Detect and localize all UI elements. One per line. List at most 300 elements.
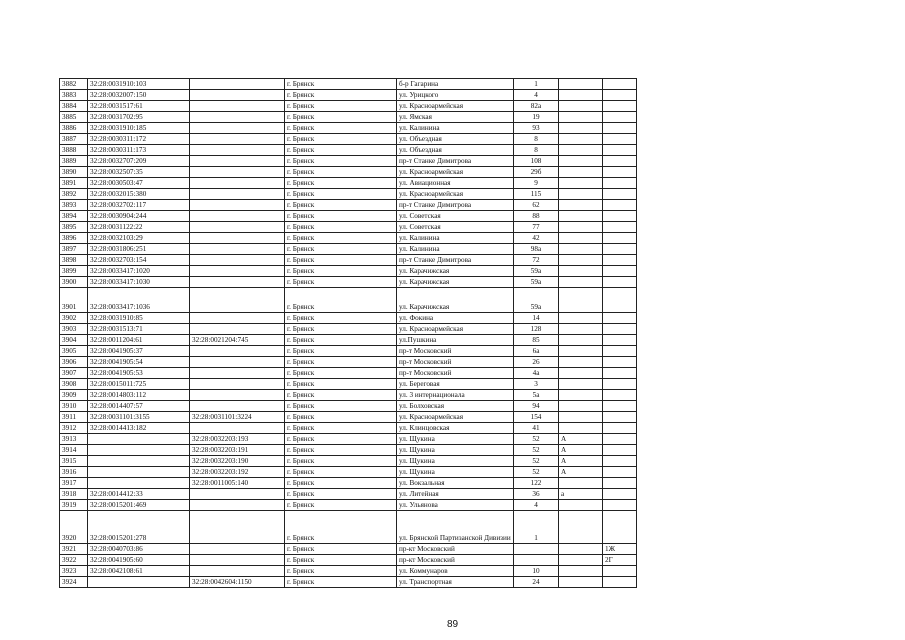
table-row bbox=[60, 379, 637, 390]
row-number-cell: 3919 bbox=[60, 500, 88, 511]
row-number-cell: 3892 bbox=[60, 189, 88, 200]
cadastral-number-cell: 32:28:0015201:469 bbox=[88, 500, 190, 511]
street-cell: ул. Советская bbox=[397, 211, 514, 222]
table-row bbox=[60, 200, 637, 211]
street-cell: ул. Брянской Партизанской Дивизии bbox=[397, 511, 514, 544]
city-cell: г. Брянск bbox=[285, 555, 397, 566]
cadastral-number-cell: 32:28:0033417:1036 bbox=[88, 288, 190, 313]
building-cell bbox=[603, 145, 637, 156]
street-cell: ул. Ямская bbox=[397, 112, 514, 123]
city-cell: г. Брянск bbox=[285, 357, 397, 368]
building-cell bbox=[603, 357, 637, 368]
house-number-cell: 3 bbox=[514, 379, 559, 390]
linked-cadastral-number-cell bbox=[190, 178, 285, 189]
row-number-cell: 3896 bbox=[60, 233, 88, 244]
letter-cell bbox=[559, 90, 603, 101]
table-row bbox=[60, 313, 637, 324]
house-number-cell: 93 bbox=[514, 123, 559, 134]
street-cell: ул. Вокзальная bbox=[397, 478, 514, 489]
building-cell bbox=[603, 577, 637, 588]
row-number-cell: 3894 bbox=[60, 211, 88, 222]
building-cell bbox=[603, 489, 637, 500]
street-cell: ул. Советская bbox=[397, 222, 514, 233]
letter-cell bbox=[559, 79, 603, 90]
street-cell: пр-т Станке Димитрова bbox=[397, 156, 514, 167]
building-cell bbox=[603, 255, 637, 266]
table-row bbox=[60, 189, 637, 200]
row-number-cell: 3888 bbox=[60, 145, 88, 156]
cadastral-number-cell: 32:28:0030904:244 bbox=[88, 211, 190, 222]
city-cell: г. Брянск bbox=[285, 566, 397, 577]
street-cell: ул. Клинцовская bbox=[397, 423, 514, 434]
linked-cadastral-number-cell: 32:28:0032203:192 bbox=[190, 467, 285, 478]
street-cell: ул. Объездная bbox=[397, 134, 514, 145]
city-cell: г. Брянск bbox=[285, 134, 397, 145]
building-cell bbox=[603, 324, 637, 335]
letter-cell bbox=[559, 134, 603, 145]
building-cell bbox=[603, 277, 637, 288]
house-number-cell: 98а bbox=[514, 244, 559, 255]
house-number-cell: 59а bbox=[514, 266, 559, 277]
cadastral-number-cell: 32:28:0015201:278 bbox=[88, 511, 190, 544]
street-cell: ул. Фокина bbox=[397, 313, 514, 324]
row-number-cell: 3886 bbox=[60, 123, 88, 134]
street-cell: ул. Красноармейская bbox=[397, 324, 514, 335]
street-cell: б-р Гагарина bbox=[397, 79, 514, 90]
letter-cell: А bbox=[559, 467, 603, 478]
cadastral-number-cell: 32:28:0042108:61 bbox=[88, 566, 190, 577]
building-cell bbox=[603, 313, 637, 324]
linked-cadastral-number-cell bbox=[190, 566, 285, 577]
linked-cadastral-number-cell bbox=[190, 90, 285, 101]
house-number-cell: 59а bbox=[514, 277, 559, 288]
cadastral-number-cell: 32:28:0030311:173 bbox=[88, 145, 190, 156]
table-body bbox=[60, 79, 637, 588]
cadastral-number-cell: 32:28:0041905:37 bbox=[88, 346, 190, 357]
table-row bbox=[60, 101, 637, 112]
linked-cadastral-number-cell bbox=[190, 134, 285, 145]
table-row bbox=[60, 255, 637, 266]
letter-cell: А bbox=[559, 445, 603, 456]
table-row bbox=[60, 123, 637, 134]
table-row bbox=[60, 456, 637, 467]
city-cell: г. Брянск bbox=[285, 368, 397, 379]
linked-cadastral-number-cell bbox=[190, 368, 285, 379]
cadastral-number-cell: 32:28:0014412:33 bbox=[88, 489, 190, 500]
row-number-cell: 3900 bbox=[60, 277, 88, 288]
city-cell: г. Брянск bbox=[285, 445, 397, 456]
cadastral-number-cell: 32:28:0033417:1030 bbox=[88, 277, 190, 288]
row-number-cell: 3895 bbox=[60, 222, 88, 233]
street-cell: ул. Карачижская bbox=[397, 266, 514, 277]
city-cell: г. Брянск bbox=[285, 346, 397, 357]
city-cell: г. Брянск bbox=[285, 123, 397, 134]
table-row bbox=[60, 288, 637, 313]
city-cell: г. Брянск bbox=[285, 379, 397, 390]
street-cell: пр-кт Московский bbox=[397, 544, 514, 555]
street-cell: ул. Красноармейская bbox=[397, 412, 514, 423]
linked-cadastral-number-cell bbox=[190, 145, 285, 156]
house-number-cell: 29б bbox=[514, 167, 559, 178]
building-cell bbox=[603, 423, 637, 434]
linked-cadastral-number-cell bbox=[190, 167, 285, 178]
linked-cadastral-number-cell bbox=[190, 555, 285, 566]
cadastral-number-cell: 32:28:0031806:251 bbox=[88, 244, 190, 255]
cadastral-number-cell: 32:28:0030311:172 bbox=[88, 134, 190, 145]
house-number-cell: 122 bbox=[514, 478, 559, 489]
letter-cell bbox=[559, 156, 603, 167]
city-cell: г. Брянск bbox=[285, 189, 397, 200]
table-row bbox=[60, 335, 637, 346]
building-cell bbox=[603, 368, 637, 379]
letter-cell bbox=[559, 555, 603, 566]
table-row bbox=[60, 445, 637, 456]
linked-cadastral-number-cell bbox=[190, 401, 285, 412]
street-cell: пр-т Станке Димитрова bbox=[397, 200, 514, 211]
row-number-cell: 3882 bbox=[60, 79, 88, 90]
house-number-cell: 10 bbox=[514, 566, 559, 577]
street-cell: пр-кт Московский bbox=[397, 555, 514, 566]
building-cell bbox=[603, 134, 637, 145]
city-cell: г. Брянск bbox=[285, 401, 397, 412]
building-cell bbox=[603, 266, 637, 277]
cadastral-number-cell: 32:28:0030503:47 bbox=[88, 178, 190, 189]
building-cell bbox=[603, 511, 637, 544]
city-cell: г. Брянск bbox=[285, 288, 397, 313]
building-cell bbox=[603, 346, 637, 357]
house-number-cell bbox=[514, 544, 559, 555]
house-number-cell: 14 bbox=[514, 313, 559, 324]
cadastral-number-cell: 32:28:0041905:53 bbox=[88, 368, 190, 379]
cadastral-number-cell: 32:28:0040703:86 bbox=[88, 544, 190, 555]
house-number-cell: 42 bbox=[514, 233, 559, 244]
letter-cell bbox=[559, 390, 603, 401]
row-number-cell: 3908 bbox=[60, 379, 88, 390]
row-number-cell: 3884 bbox=[60, 101, 88, 112]
cadastral-number-cell: 32:28:0031101:3155 bbox=[88, 412, 190, 423]
city-cell: г. Брянск bbox=[285, 101, 397, 112]
linked-cadastral-number-cell bbox=[190, 489, 285, 500]
letter-cell bbox=[559, 313, 603, 324]
house-number-cell: 4 bbox=[514, 90, 559, 101]
city-cell: г. Брянск bbox=[285, 255, 397, 266]
letter-cell: а bbox=[559, 489, 603, 500]
table-row bbox=[60, 390, 637, 401]
cadastral-number-cell: 32:28:0031910:185 bbox=[88, 123, 190, 134]
building-cell bbox=[603, 379, 637, 390]
row-number-cell: 3916 bbox=[60, 467, 88, 478]
city-cell: г. Брянск bbox=[285, 390, 397, 401]
linked-cadastral-number-cell bbox=[190, 423, 285, 434]
city-cell: г. Брянск bbox=[285, 456, 397, 467]
letter-cell bbox=[559, 423, 603, 434]
building-cell bbox=[603, 412, 637, 423]
building-cell: 1Ж bbox=[603, 544, 637, 555]
house-number-cell: 36 bbox=[514, 489, 559, 500]
cadastral-number-cell: 32:28:0014803:112 bbox=[88, 390, 190, 401]
building-cell bbox=[603, 445, 637, 456]
cadastral-number-cell: 32:28:0031702:95 bbox=[88, 112, 190, 123]
building-cell bbox=[603, 390, 637, 401]
city-cell: г. Брянск bbox=[285, 277, 397, 288]
street-cell: ул. 3 интернационала bbox=[397, 390, 514, 401]
city-cell: г. Брянск bbox=[285, 478, 397, 489]
table-row bbox=[60, 577, 637, 588]
house-number-cell: 77 bbox=[514, 222, 559, 233]
cadastral-number-cell: 32:28:0032015:380 bbox=[88, 189, 190, 200]
building-cell bbox=[603, 101, 637, 112]
building-cell bbox=[603, 288, 637, 313]
linked-cadastral-number-cell bbox=[190, 500, 285, 511]
table-row bbox=[60, 277, 637, 288]
table-row bbox=[60, 500, 637, 511]
house-number-cell: 154 bbox=[514, 412, 559, 423]
table-row bbox=[60, 423, 637, 434]
city-cell: г. Брянск bbox=[285, 335, 397, 346]
cadastral-number-cell: 32:28:0032507:35 bbox=[88, 167, 190, 178]
letter-cell bbox=[559, 324, 603, 335]
row-number-cell: 3903 bbox=[60, 324, 88, 335]
letter-cell bbox=[559, 178, 603, 189]
cadastral-number-cell: 32:28:0014413:182 bbox=[88, 423, 190, 434]
table-row bbox=[60, 368, 637, 379]
table-row bbox=[60, 412, 637, 423]
letter-cell bbox=[559, 211, 603, 222]
city-cell: г. Брянск bbox=[285, 412, 397, 423]
table-row bbox=[60, 346, 637, 357]
house-number-cell: 88 bbox=[514, 211, 559, 222]
street-cell: ул. Карачижская bbox=[397, 277, 514, 288]
street-cell: ул. Щукина bbox=[397, 467, 514, 478]
street-cell: ул. Красноармейская bbox=[397, 167, 514, 178]
linked-cadastral-number-cell: 32:28:0011005:140 bbox=[190, 478, 285, 489]
letter-cell bbox=[559, 478, 603, 489]
row-number-cell: 3906 bbox=[60, 357, 88, 368]
row-number-cell: 3902 bbox=[60, 313, 88, 324]
street-cell: ул. Щукина bbox=[397, 456, 514, 467]
linked-cadastral-number-cell: 32:28:0021204:745 bbox=[190, 335, 285, 346]
house-number-cell: 128 bbox=[514, 324, 559, 335]
row-number-cell: 3899 bbox=[60, 266, 88, 277]
house-number-cell: 59а bbox=[514, 288, 559, 313]
building-cell bbox=[603, 178, 637, 189]
street-cell: ул. Красноармейская bbox=[397, 189, 514, 200]
building-cell bbox=[603, 189, 637, 200]
cadastral-number-cell bbox=[88, 577, 190, 588]
row-number-cell: 3920 bbox=[60, 511, 88, 544]
row-number-cell: 3917 bbox=[60, 478, 88, 489]
cadastral-number-cell bbox=[88, 445, 190, 456]
linked-cadastral-number-cell: 32:28:0032203:193 bbox=[190, 434, 285, 445]
table-row bbox=[60, 324, 637, 335]
linked-cadastral-number-cell bbox=[190, 233, 285, 244]
street-cell: ул. Коммунаров bbox=[397, 566, 514, 577]
table-row bbox=[60, 266, 637, 277]
row-number-cell: 3922 bbox=[60, 555, 88, 566]
letter-cell bbox=[559, 544, 603, 555]
letter-cell: А bbox=[559, 456, 603, 467]
house-number-cell: 94 bbox=[514, 401, 559, 412]
street-cell: ул. Калинина bbox=[397, 244, 514, 255]
row-number-cell: 3887 bbox=[60, 134, 88, 145]
building-cell bbox=[603, 500, 637, 511]
cadastral-number-cell: 32:28:0033417:1020 bbox=[88, 266, 190, 277]
city-cell: г. Брянск bbox=[285, 156, 397, 167]
table-row bbox=[60, 555, 637, 566]
city-cell: г. Брянск bbox=[285, 112, 397, 123]
row-number-cell: 3918 bbox=[60, 489, 88, 500]
cadastral-number-cell: 32:28:0015011:725 bbox=[88, 379, 190, 390]
row-number-cell: 3924 bbox=[60, 577, 88, 588]
linked-cadastral-number-cell: 32:28:0032203:190 bbox=[190, 456, 285, 467]
city-cell: г. Брянск bbox=[285, 577, 397, 588]
house-number-cell: 52 bbox=[514, 467, 559, 478]
building-cell bbox=[603, 222, 637, 233]
cadastral-number-cell: 32:28:0031910:103 bbox=[88, 79, 190, 90]
row-number-cell: 3898 bbox=[60, 255, 88, 266]
linked-cadastral-number-cell bbox=[190, 211, 285, 222]
building-cell bbox=[603, 478, 637, 489]
letter-cell bbox=[559, 244, 603, 255]
row-number-cell: 3889 bbox=[60, 156, 88, 167]
house-number-cell: 52 bbox=[514, 456, 559, 467]
linked-cadastral-number-cell bbox=[190, 324, 285, 335]
letter-cell bbox=[559, 277, 603, 288]
table-row bbox=[60, 511, 637, 544]
house-number-cell: 24 bbox=[514, 577, 559, 588]
cadastral-number-cell: 32:28:0032703:154 bbox=[88, 255, 190, 266]
street-cell: ул. Болховская bbox=[397, 401, 514, 412]
building-cell bbox=[603, 401, 637, 412]
cadastral-number-cell: 32:28:0041905:54 bbox=[88, 357, 190, 368]
linked-cadastral-number-cell bbox=[190, 101, 285, 112]
house-number-cell bbox=[514, 555, 559, 566]
letter-cell bbox=[559, 379, 603, 390]
building-cell bbox=[603, 566, 637, 577]
city-cell: г. Брянск bbox=[285, 544, 397, 555]
table-row bbox=[60, 79, 637, 90]
cadastral-number-cell bbox=[88, 456, 190, 467]
house-number-cell: 1 bbox=[514, 79, 559, 90]
building-cell bbox=[603, 211, 637, 222]
street-cell: ул.Пушкина bbox=[397, 335, 514, 346]
city-cell: г. Брянск bbox=[285, 90, 397, 101]
cadastral-number-cell: 32:28:0032103:29 bbox=[88, 233, 190, 244]
cadastral-number-cell: 32:28:0031910:85 bbox=[88, 313, 190, 324]
linked-cadastral-number-cell bbox=[190, 544, 285, 555]
page-number: 89 bbox=[446, 619, 459, 630]
letter-cell bbox=[559, 401, 603, 412]
letter-cell bbox=[559, 266, 603, 277]
building-cell bbox=[603, 90, 637, 101]
city-cell: г. Брянск bbox=[285, 423, 397, 434]
linked-cadastral-number-cell bbox=[190, 79, 285, 90]
cadastral-number-cell: 32:28:0031517:61 bbox=[88, 101, 190, 112]
table-row bbox=[60, 244, 637, 255]
city-cell: г. Брянск bbox=[285, 313, 397, 324]
street-cell: ул. Карачижская bbox=[397, 288, 514, 313]
linked-cadastral-number-cell bbox=[190, 266, 285, 277]
table-row bbox=[60, 478, 637, 489]
linked-cadastral-number-cell: 32:28:0031101:3224 bbox=[190, 412, 285, 423]
row-number-cell: 3885 bbox=[60, 112, 88, 123]
letter-cell bbox=[559, 346, 603, 357]
row-number-cell: 3913 bbox=[60, 434, 88, 445]
table-row bbox=[60, 167, 637, 178]
register-table bbox=[59, 78, 637, 588]
building-cell bbox=[603, 167, 637, 178]
street-cell: ул. Калинина bbox=[397, 123, 514, 134]
table-row bbox=[60, 112, 637, 123]
street-cell: ул. Ульянова bbox=[397, 500, 514, 511]
house-number-cell: 8 bbox=[514, 134, 559, 145]
letter-cell bbox=[559, 577, 603, 588]
letter-cell bbox=[559, 288, 603, 313]
street-cell: ул. Красноармейская bbox=[397, 101, 514, 112]
house-number-cell: 82а bbox=[514, 101, 559, 112]
letter-cell bbox=[559, 368, 603, 379]
letter-cell bbox=[559, 200, 603, 211]
building-cell: 2Г bbox=[603, 555, 637, 566]
letter-cell bbox=[559, 222, 603, 233]
letter-cell bbox=[559, 500, 603, 511]
house-number-cell: 9 bbox=[514, 178, 559, 189]
cadastral-number-cell: 32:28:0032702:117 bbox=[88, 200, 190, 211]
house-number-cell: 62 bbox=[514, 200, 559, 211]
letter-cell bbox=[559, 145, 603, 156]
row-number-cell: 3921 bbox=[60, 544, 88, 555]
table-row bbox=[60, 401, 637, 412]
street-cell: пр-т Станке Димитрова bbox=[397, 255, 514, 266]
building-cell bbox=[603, 123, 637, 134]
city-cell: г. Брянск bbox=[285, 500, 397, 511]
linked-cadastral-number-cell bbox=[190, 156, 285, 167]
house-number-cell: 4 bbox=[514, 500, 559, 511]
row-number-cell: 3914 bbox=[60, 445, 88, 456]
letter-cell bbox=[559, 566, 603, 577]
table-row bbox=[60, 145, 637, 156]
row-number-cell: 3915 bbox=[60, 456, 88, 467]
letter-cell bbox=[559, 357, 603, 368]
cadastral-number-cell: 32:28:0011204:61 bbox=[88, 335, 190, 346]
building-cell bbox=[603, 79, 637, 90]
row-number-cell: 3923 bbox=[60, 566, 88, 577]
row-number-cell: 3911 bbox=[60, 412, 88, 423]
table-row bbox=[60, 222, 637, 233]
street-cell: пр-т Московский bbox=[397, 346, 514, 357]
linked-cadastral-number-cell bbox=[190, 112, 285, 123]
linked-cadastral-number-cell bbox=[190, 511, 285, 544]
street-cell: ул. Транспортная bbox=[397, 577, 514, 588]
building-cell bbox=[603, 456, 637, 467]
row-number-cell: 3907 bbox=[60, 368, 88, 379]
linked-cadastral-number-cell bbox=[190, 313, 285, 324]
city-cell: г. Брянск bbox=[285, 244, 397, 255]
linked-cadastral-number-cell bbox=[190, 200, 285, 211]
house-number-cell: 72 bbox=[514, 255, 559, 266]
letter-cell bbox=[559, 101, 603, 112]
building-cell bbox=[603, 233, 637, 244]
linked-cadastral-number-cell bbox=[190, 346, 285, 357]
street-cell: ул. Объездная bbox=[397, 145, 514, 156]
city-cell: г. Брянск bbox=[285, 222, 397, 233]
cadastral-number-cell: 32:28:0032007:150 bbox=[88, 90, 190, 101]
table-row bbox=[60, 233, 637, 244]
linked-cadastral-number-cell bbox=[190, 189, 285, 200]
row-number-cell: 3912 bbox=[60, 423, 88, 434]
linked-cadastral-number-cell bbox=[190, 277, 285, 288]
row-number-cell: 3905 bbox=[60, 346, 88, 357]
